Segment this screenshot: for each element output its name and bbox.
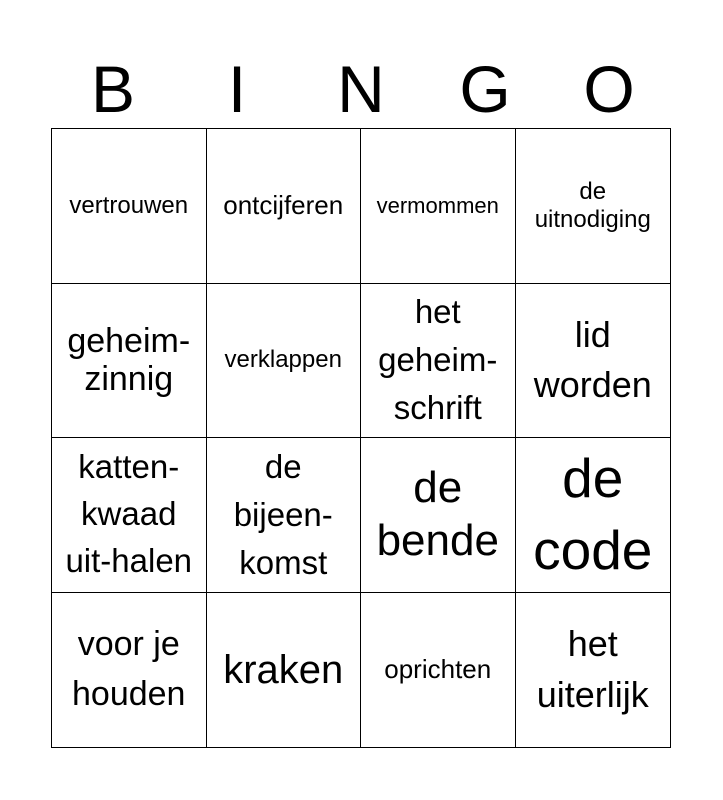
bingo-board (51, 128, 671, 748)
cell-label: geheim-zinnig (67, 322, 191, 399)
cell-label: de uitnodiging (534, 178, 651, 233)
header-letter-o: O (583, 52, 635, 126)
cell-label: kraken (223, 647, 344, 692)
cell-label: verklappen (224, 346, 342, 374)
cell-label: katten-kwaad uit-halen (65, 448, 193, 580)
cell-label: het geheim-schrift (378, 293, 498, 427)
header-letter-n: N (337, 52, 385, 126)
cell-label: vertrouwen (69, 191, 189, 219)
cell-label: de bijeen-komst (233, 447, 333, 581)
bingo-cell[interactable] (361, 129, 516, 284)
cell-label: de bende (376, 462, 499, 565)
cell-label: de code (533, 447, 653, 581)
bingo-cell[interactable] (52, 129, 207, 284)
bingo-cell[interactable] (516, 438, 671, 593)
bingo-cell[interactable] (207, 438, 362, 593)
header-letter-g: G (459, 52, 511, 126)
bingo-cell[interactable] (516, 129, 671, 284)
bingo-cell[interactable] (52, 593, 207, 748)
header-letter-i: I (227, 52, 247, 126)
bingo-cell[interactable] (361, 284, 516, 439)
bingo-cell[interactable] (52, 438, 207, 593)
cell-label: oprichten (384, 653, 492, 684)
bingo-header (51, 50, 671, 128)
header-letter-b: B (90, 52, 136, 126)
cell-label: het uiterlijk (536, 623, 649, 715)
bingo-cell[interactable] (361, 593, 516, 748)
bingo-cell[interactable] (361, 438, 516, 593)
cell-label: vermommen (376, 193, 499, 219)
bingo-cell[interactable] (207, 129, 362, 284)
cell-label: lid worden (533, 313, 652, 406)
bingo-cell[interactable] (207, 593, 362, 748)
cell-label: voor je houden (72, 625, 186, 713)
bingo-cell[interactable] (516, 284, 671, 439)
bingo-cell[interactable] (516, 593, 671, 748)
cell-label: ontcijferen (223, 189, 344, 220)
bingo-cell[interactable] (52, 284, 207, 439)
bingo-cell[interactable] (207, 284, 362, 439)
